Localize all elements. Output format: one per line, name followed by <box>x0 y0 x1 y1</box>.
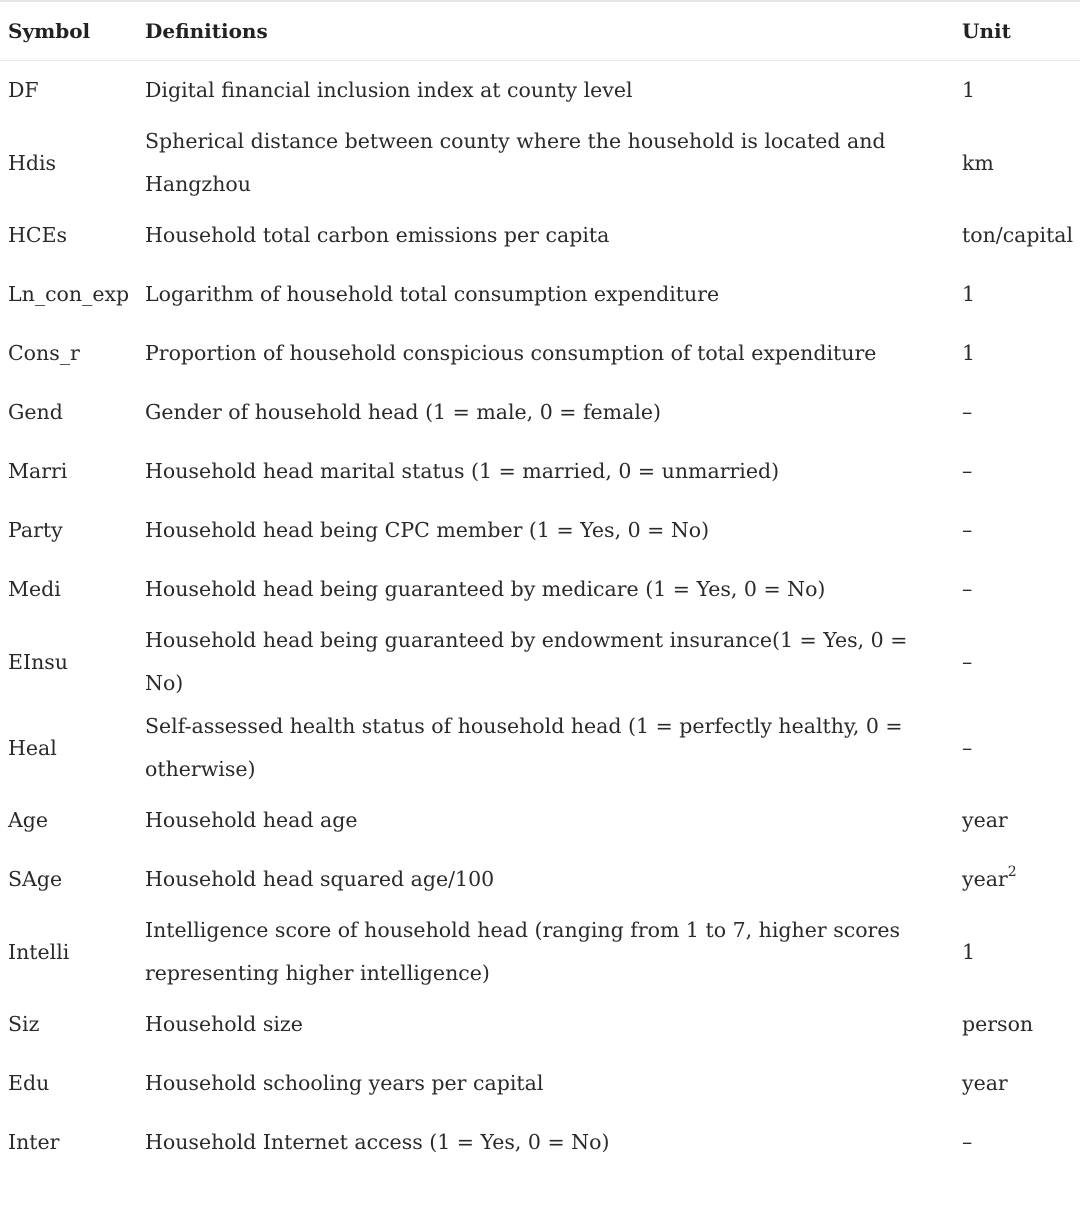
row-symbol: EInsu <box>8 649 68 674</box>
row-symbol: Ln_con_exp <box>8 282 130 306</box>
table-row <box>0 206 1080 265</box>
table-row <box>0 995 1080 1054</box>
row-definition: Household head squared age/100 <box>145 867 495 891</box>
table-row <box>0 560 1080 619</box>
header-unit: Unit <box>954 2 1080 61</box>
row-unit: km <box>962 150 994 175</box>
row-definition: Digital financial inclusion index at county level <box>145 78 633 102</box>
table-row <box>0 705 1080 791</box>
table-row <box>0 501 1080 560</box>
row-unit: – <box>962 518 973 542</box>
header-definitions: Definitions <box>137 2 954 61</box>
row-unit: – <box>962 649 973 674</box>
table-row <box>0 383 1080 442</box>
row-symbol: Gend <box>8 400 63 424</box>
header-symbol: Symbol <box>0 2 137 61</box>
row-unit-base: year <box>962 867 1008 891</box>
row-definition: Household head age <box>145 808 358 832</box>
table-row <box>0 265 1080 324</box>
row-definition: Logarithm of household total consumption expenditure <box>145 282 720 306</box>
row-unit: – <box>962 400 973 424</box>
row-unit: 1 <box>962 78 976 102</box>
row-symbol: Intelli <box>8 939 70 964</box>
row-definition: Household total carbon emissions per capita <box>145 223 610 247</box>
table-row <box>0 120 1080 206</box>
table-row <box>0 909 1080 995</box>
row-definition: Proportion of household conspicious consumption of total expenditure <box>145 341 877 365</box>
row-unit: 1 <box>962 282 976 306</box>
header-row <box>0 2 1080 61</box>
row-definition: Spherical distance between county where the household is located and Hangzhou <box>145 129 886 196</box>
row-symbol: Inter <box>8 1130 60 1154</box>
row-definition: Household schooling years per capital <box>145 1071 544 1095</box>
table-row <box>0 1113 1080 1172</box>
row-unit: year <box>962 1071 1008 1095</box>
row-definition: Household head being guaranteed by endowment insurance(1 = Yes, 0 = No) <box>145 628 908 695</box>
row-symbol: Hdis <box>8 150 57 175</box>
row-unit: 1 <box>962 341 976 365</box>
row-unit <box>954 850 1080 909</box>
row-symbol: DF <box>8 78 39 102</box>
row-definition: Gender of household head (1 = male, 0 = female) <box>145 400 662 424</box>
row-unit-superscript: 2 <box>1007 864 1017 881</box>
row-definition: Household head being guaranteed by medicare (1 = Yes, 0 = No) <box>145 577 826 601</box>
row-symbol: Age <box>8 808 49 832</box>
row-definition: Household Internet access (1 = Yes, 0 = No) <box>145 1130 610 1154</box>
definitions-table <box>0 2 1080 1172</box>
table-row <box>0 850 1080 909</box>
table-row <box>0 619 1080 705</box>
row-symbol: Edu <box>8 1071 50 1095</box>
row-unit: – <box>962 1130 973 1154</box>
table-row <box>0 61 1080 121</box>
row-symbol: Medi <box>8 577 61 601</box>
row-symbol: SAge <box>8 867 63 891</box>
table-row <box>0 791 1080 850</box>
row-symbol: Cons_r <box>8 341 80 365</box>
table-row <box>0 1054 1080 1113</box>
row-definition: Household size <box>145 1012 303 1036</box>
row-symbol: Marri <box>8 459 68 483</box>
row-unit: – <box>962 577 973 601</box>
row-unit: 1 <box>962 939 976 964</box>
row-definition: Self-assessed health status of household head (1 = perfectly healthy, 0 = otherwise) <box>145 714 903 781</box>
row-definition: Intelligence score of household head (ranging from 1 to 7, higher scores representing higher intelligence) <box>145 918 900 985</box>
table-row <box>0 324 1080 383</box>
row-symbol: Siz <box>8 1012 40 1036</box>
row-definition: Household head marital status (1 = married, 0 = unmarried) <box>145 459 780 483</box>
table-row <box>0 442 1080 501</box>
row-unit: person <box>962 1012 1034 1036</box>
row-unit: ton/capital <box>962 223 1074 247</box>
row-unit: year <box>962 808 1008 832</box>
row-unit: – <box>962 459 973 483</box>
row-symbol: HCEs <box>8 223 68 247</box>
row-definition: Household head being CPC member (1 = Yes, 0 = No) <box>145 518 710 542</box>
row-unit: – <box>962 735 973 760</box>
row-symbol: Party <box>8 518 63 542</box>
row-symbol: Heal <box>8 735 57 760</box>
